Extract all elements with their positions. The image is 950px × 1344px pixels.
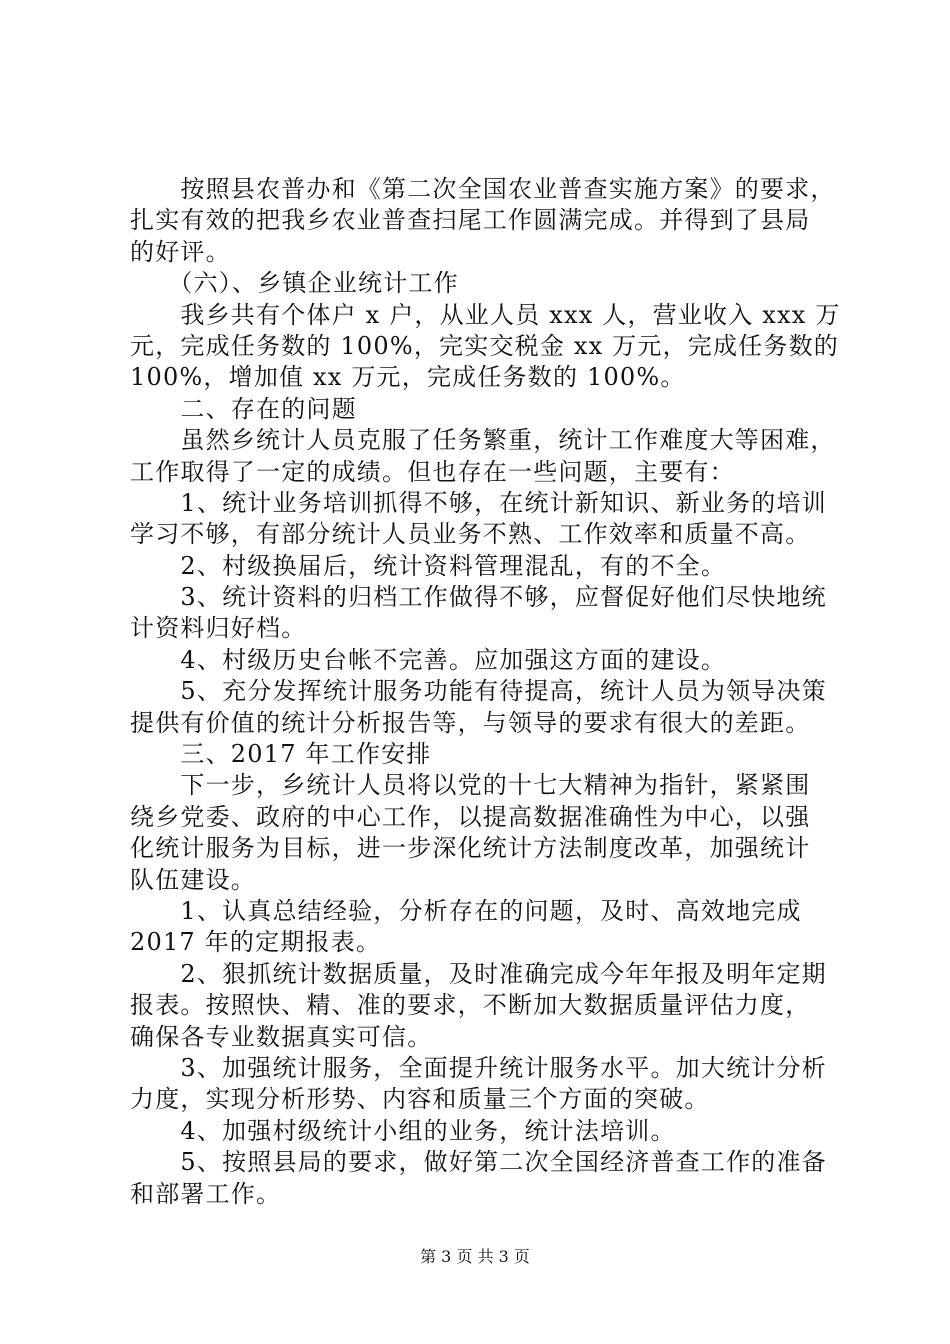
text-line: 力度，实现分析形势、内容和质量三个方面的突破。 <box>130 1085 710 1114</box>
text-line: 扎实有效的把我乡农业普查扫尾工作圆满完成。并得到了县局 <box>130 206 811 235</box>
section-heading: 二、存在的问题 <box>130 394 357 423</box>
text-line: 元，完成任务数的 100%，完实交税金 xx 万元，完成任务数的 <box>130 331 839 360</box>
text-line: 学习不够，有部分统计人员业务不熟、工作效率和质量不高。 <box>130 520 811 549</box>
text-line: 绕乡党委、政府的中心工作，以提高数据准确性为中心，以强 <box>130 802 811 831</box>
text-line: 2017 年的定期报表。 <box>130 928 382 957</box>
text-line: 和部署工作。 <box>130 1179 282 1208</box>
text-line: 2、狠抓统计数据质量，及时准确完成今年年报及明年定期 <box>130 959 827 988</box>
text-line: 的好评。 <box>130 237 231 266</box>
text-line: 虽然乡统计人员克服了任务繁重，统计工作难度大等困难， <box>130 426 836 455</box>
text-line: 下一步，乡统计人员将以党的十七大精神为指针，紧紧围 <box>130 771 811 800</box>
section-heading: 三、2017 年工作安排 <box>130 740 432 769</box>
text-line: 工作取得了一定的成绩。但也存在一些问题，主要有： <box>130 457 735 486</box>
text-line: 4、村级历史台帐不完善。应加强这方面的建设。 <box>130 645 727 674</box>
section-heading: （六）、乡镇企业统计工作 <box>130 269 459 298</box>
text-line: 4、加强村级统计小组的业务，统计法培训。 <box>130 1116 676 1145</box>
text-line: 队伍建设。 <box>130 865 256 894</box>
text-line: 3、加强统计服务，全面提升统计服务水平。加大统计分析 <box>130 1053 827 1082</box>
text-line: 5、按照县局的要求，做好第二次全国经济普查工作的准备 <box>130 1148 827 1177</box>
text-line: 化统计服务为目标，进一步深化统计方法制度改革，加强统计 <box>130 834 811 863</box>
text-line: 我乡共有个体户 x 户，从业人员 xxx 人，营业收入 xxx 万 <box>130 300 841 329</box>
page-number-footer: 第 3 页 共 3 页 <box>420 1247 530 1266</box>
text-line: 1、统计业务培训抓得不够，在统计新知识、新业务的培训 <box>130 488 827 517</box>
text-line: 1、认真总结经验，分析存在的问题，及时、高效地完成 <box>130 896 802 925</box>
text-line: 报表。按照快、精、准的要求，不断加大数据质量评估力度， <box>130 991 811 1020</box>
text-line: 5、充分发挥统计服务功能有待提高，统计人员为领导决策 <box>130 677 827 706</box>
document-body <box>130 174 841 1210</box>
text-line: 确保各专业数据真实可信。 <box>130 1022 433 1051</box>
text-line: 100%，增加值 xx 万元，完成任务数的 100%。 <box>130 363 686 392</box>
text-line: 计资料归好档。 <box>130 614 307 643</box>
text-line: 按照县农普办和《第二次全国农业普查实施方案》的要求， <box>130 175 836 203</box>
text-line: 2、村级换届后，统计资料管理混乱，有的不全。 <box>130 551 727 580</box>
text-line: 3、统计资料的归档工作做得不够，应督促好他们尽快地统 <box>130 583 827 612</box>
text-line: 提供有价值的统计分析报告等，与领导的要求有很大的差距。 <box>130 708 811 737</box>
